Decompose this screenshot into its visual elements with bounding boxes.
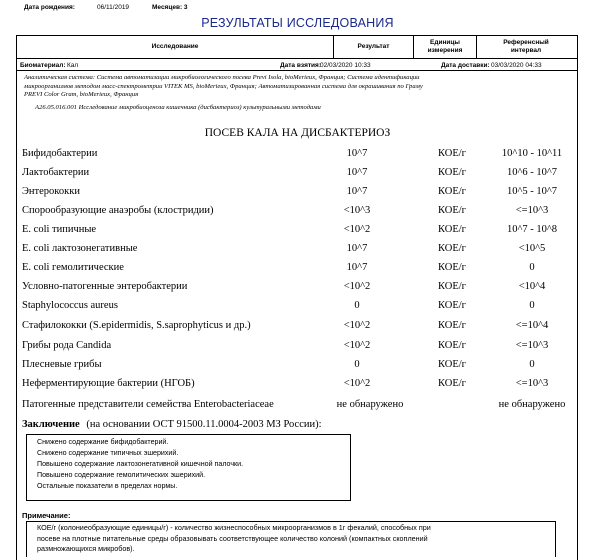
organism-name: Неферментирующие бактерии (НГОБ): [22, 378, 195, 389]
header-divider: [16, 58, 578, 59]
conclusion-heading: Заключение: [22, 419, 80, 430]
units-value: КОЕ/г: [438, 359, 466, 370]
organism-name: Грибы рода Candida: [22, 340, 112, 351]
organism-name: Плесневые грибы: [22, 359, 102, 370]
result-row: [22, 167, 578, 184]
result-row: [22, 281, 578, 298]
birth-date-label: Дата рождения:: [24, 4, 75, 11]
units-value: КОЕ/г: [438, 167, 466, 178]
conclusion-basis: (на основании ОСТ 91500.11.0004-2003 МЗ России):: [86, 419, 322, 430]
age-months: Месяцев: 3: [152, 4, 188, 11]
conclusion-line: Снижено содержание типичных эшерихий.: [37, 449, 179, 457]
birth-date-value: 06/11/2019: [97, 4, 130, 11]
reference-value: 10^7 - 10^8: [506, 224, 558, 235]
reference-value: <=10^3: [515, 340, 549, 351]
reference-value: <10^5: [518, 243, 546, 254]
result-value: 10^7: [346, 243, 368, 254]
reference-value: <=10^3: [515, 205, 549, 216]
note-box: [26, 521, 556, 557]
pathogenic-row: [22, 399, 578, 416]
organism-name: Условно-патогенные энтеробактерии: [22, 281, 188, 292]
units-value: КОЕ/г: [438, 281, 466, 292]
section-title: ПОСЕВ КАЛА НА ДИСБАКТЕРИОЗ: [204, 127, 391, 139]
col-header-reference: Референсный интервал: [503, 39, 549, 54]
units-value: КОЕ/г: [438, 205, 466, 216]
conclusion-line: Повышено содержание лактозонегативной кишечной палочки.: [37, 460, 244, 468]
delivered-date-label: Дата доставки:: [441, 62, 490, 69]
conclusion-box: [26, 434, 351, 501]
organism-name: E. coli лактозонегативные: [22, 243, 138, 254]
conclusion-line: Снижено содержание бифидобактерий.: [37, 438, 169, 446]
study-code: A26.05.016.001 Исследование микробиоценоза кишечника (дисбактериоз) культуральными методами: [35, 104, 321, 111]
result-value: <10^2: [343, 378, 371, 389]
result-value: <10^2: [343, 281, 371, 292]
note-line: посеве на плотные питательные среды образовывать соответствующее количество колоний (компактных скоплений: [37, 533, 428, 543]
result-row: [22, 300, 578, 317]
taken-date-label: Дата взятия:: [280, 62, 322, 69]
col-header-study: Исследование: [151, 43, 199, 50]
conclusion-line: Повышено содержание гемолитических эшерихий.: [37, 471, 206, 479]
result-value: 10^7: [346, 148, 368, 159]
col-header-result: Результат: [357, 43, 390, 50]
result-value: 10^7: [346, 186, 368, 197]
organism-name: Staphylococcus aureus: [22, 300, 118, 311]
reference-value: <10^4: [518, 281, 546, 292]
units-value: КОЕ/г: [438, 378, 466, 389]
delivered-date-value: 03/03/2020 04:33: [491, 62, 542, 69]
organism-name: Бифидобактерии: [22, 148, 98, 159]
result-value: <10^2: [343, 320, 371, 331]
organism-name: E. coli гемолитические: [22, 262, 124, 273]
units-value: КОЕ/г: [438, 148, 466, 159]
conclusion-heading-line: [22, 419, 322, 430]
result-row: [22, 205, 578, 222]
reference-value: 10^5 - 10^7: [506, 186, 558, 197]
header-col-divider: [476, 35, 477, 59]
analytics-line: PREVI Color Gram, bioMerieux, Франция: [24, 91, 139, 98]
taken-date-value: 02/03/2020 10:33: [320, 62, 371, 69]
result-row: [22, 186, 578, 203]
units-value: КОЕ/г: [438, 224, 466, 235]
col-header-units: Единицы измерения: [427, 39, 463, 54]
reference-value: 0: [529, 262, 535, 273]
units-value: КОЕ/г: [438, 300, 466, 311]
result-row: [22, 378, 578, 395]
result-value: 10^7: [346, 167, 368, 178]
reference-value: 10^6 - 10^7: [506, 167, 558, 178]
header-col-divider: [413, 35, 414, 59]
units-value: КОЕ/г: [438, 262, 466, 273]
result-row: [22, 320, 578, 337]
note-line: КОЕ/г (колониеобразующие единицы/г) - количество жизнеспособных микроорганизмов в 1г фекалий, способных при: [37, 523, 431, 532]
analytics-line: Аналитическая система: Система автоматизации микробиологического посева Previ Isola, bioMerieux, Франция; Система идентификации: [24, 74, 420, 81]
organism-name: Лактобактерии: [22, 167, 90, 178]
organism-name: E. coli типичные: [22, 224, 97, 235]
reference-value: 0: [529, 359, 535, 370]
reference-value: <=10^3: [515, 378, 549, 389]
units-value: КОЕ/г: [438, 243, 466, 254]
result-value: <10^2: [343, 340, 371, 351]
result-row: [22, 148, 578, 165]
note-heading: Примечание:: [22, 511, 71, 520]
result-value: <10^3: [343, 205, 371, 216]
organism-name: Спорообразующие анаэробы (клостридии): [22, 205, 214, 216]
reference-value: 10^10 - 10^11: [501, 148, 563, 159]
units-value: КОЕ/г: [438, 186, 466, 197]
result-value: 10^7: [346, 262, 368, 273]
organism-name: Стафилококки (S.epidermidis, S.saprophyticus и др.): [22, 320, 251, 331]
note-line: размножающихся микробов).: [37, 544, 135, 553]
units-value: КОЕ/г: [438, 320, 466, 331]
result-row: [22, 262, 578, 279]
page-title: РЕЗУЛЬТАТЫ ИССЛЕДОВАНИЯ: [201, 16, 394, 30]
analytics-line: микроорганизмов методом масс-спектрометрии VITEK MS, bioMerieux, Франция; Автоматизированная система для окрашивания по Граму: [24, 82, 423, 90]
result-row: [22, 243, 578, 260]
reference-value: <=10^4: [515, 320, 549, 331]
result-row: [22, 359, 578, 376]
result-row: [22, 224, 578, 241]
result-value: <10^2: [343, 224, 371, 235]
result-value: 0: [354, 359, 360, 370]
biomaterial-label: Биоматериал:: [20, 62, 66, 69]
organism-name: Патогенные представители семейства Enterobacteriaceae: [22, 399, 274, 410]
units-value: КОЕ/г: [438, 340, 466, 351]
biomaterial-value: Кал: [67, 62, 79, 69]
conclusion-line: Остальные показатели в пределах нормы.: [37, 482, 178, 490]
result-row: [22, 340, 578, 357]
organism-name: Энтерококки: [22, 186, 80, 197]
reference-value: 0: [529, 300, 535, 311]
reference-value: не обнаружено: [498, 399, 566, 410]
result-value: не обнаружено: [336, 399, 404, 410]
sample-divider: [17, 70, 577, 71]
result-value: 0: [354, 300, 360, 311]
